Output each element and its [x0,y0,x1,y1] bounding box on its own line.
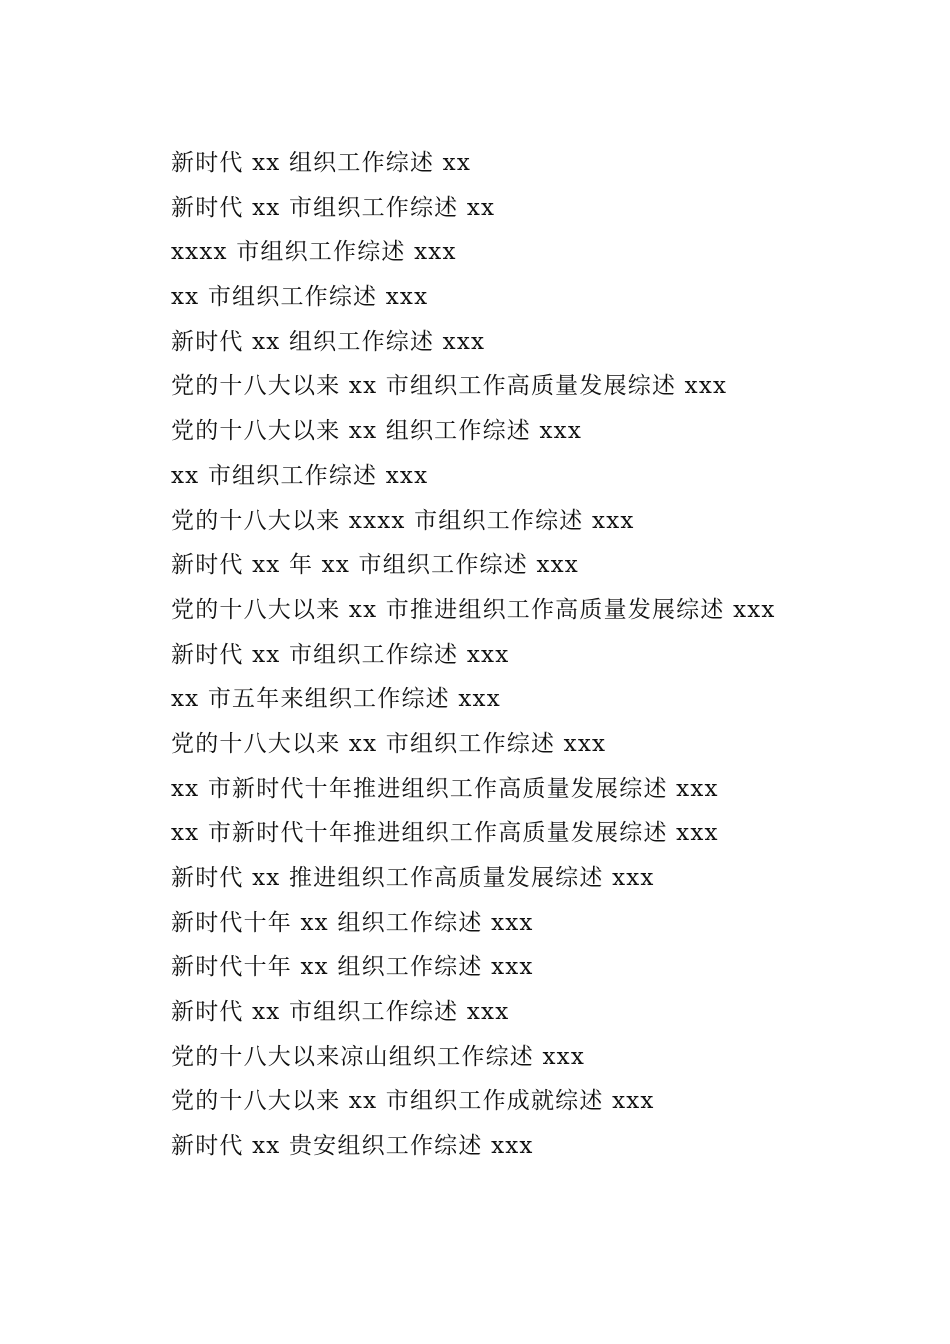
list-item: 新时代 xx 市组织工作综述 xxx [171,999,510,1026]
list-item: 党的十八大以来 xx 市组织工作综述 xxx [171,730,607,757]
list-item: 新时代 xx 组织工作综述 xxx [171,328,486,355]
list-item: xx 市组织工作综述 xxx [171,462,429,489]
list-item: xxxx 市组织工作综述 xxx [171,239,457,266]
list-item: 新时代 xx 市组织工作综述 xxx [171,641,510,668]
list-item: 党的十八大以来 xx 市组织工作高质量发展综述 xxx [171,373,728,400]
list-item: 新时代 xx 组织工作综述 xx [171,150,472,176]
list-item: xx 市新时代十年推进组织工作高质量发展综述 xxx [171,820,719,847]
list-item: 党的十八大以来凉山组织工作综述 xxx [171,1043,586,1070]
list-item: 党的十八大以来 xxxx 市组织工作综述 xxx [171,507,635,534]
list-item: 党的十八大以来 xx 市组织工作成就综述 xxx [171,1088,655,1115]
list-item: 新时代十年 xx 组织工作综述 xxx [171,909,534,936]
list-item: xx 市新时代十年推进组织工作高质量发展综述 xxx [171,775,719,802]
list-item: xx 市组织工作综述 xxx [171,284,429,311]
list-item: 新时代 xx 推进组织工作高质量发展综述 xxx [171,865,655,891]
list-item: 党的十八大以来 xx 组织工作综述 xxx [171,418,582,445]
list-item: xx 市五年来组织工作综述 xxx [171,686,501,713]
list-item: 新时代 xx 年 xx 市组织工作综述 xxx [171,552,579,579]
title-list [171,141,911,1169]
list-item: 新时代 xx 市组织工作综述 xx [171,194,496,221]
list-item: 新时代十年 xx 组织工作综述 xxx [171,954,534,981]
list-item: 新时代 xx 贵安组织工作综述 xxx [171,1133,534,1160]
list-item: 党的十八大以来 xx 市推进组织工作高质量发展综述 xxx [171,596,776,623]
